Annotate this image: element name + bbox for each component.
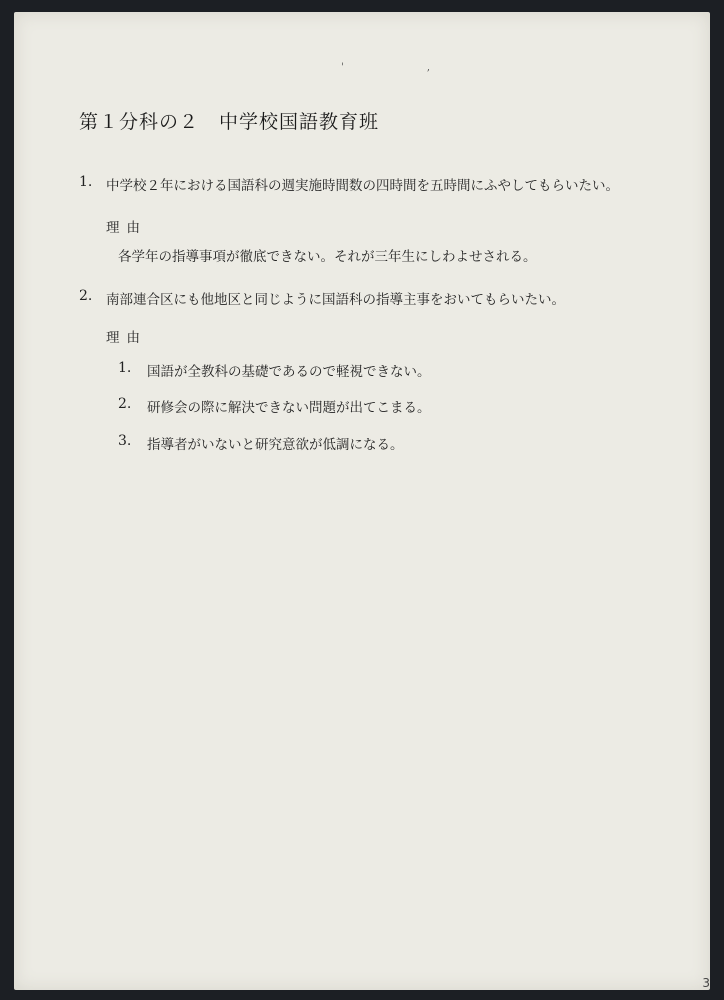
document-title: 第１分科の２ 中学校国語教育班 xyxy=(79,111,380,133)
item-1-reason-label: 理由 xyxy=(106,220,147,236)
top-marks: ' , xyxy=(341,62,471,73)
document-page xyxy=(14,12,710,990)
item-2-text: 南部連合区にも他地区と同じように国語科の指導主事をおいてもらいたい。 xyxy=(106,292,565,308)
item-1-text: 中学校２年における国語科の週実施時間数の四時間を五時間にふやしてもらいたい。 xyxy=(106,178,619,194)
reason-1-text: 国語が全教科の基礎であるので軽視できない。 xyxy=(147,364,431,380)
reason-3-number: 3. xyxy=(118,433,132,449)
reason-1-number: 1. xyxy=(118,360,132,376)
reason-2-number: 2. xyxy=(118,396,132,412)
item-2-reason-label: 理由 xyxy=(106,330,147,346)
reason-2-text: 研修会の際に解決できない問題が出てこまる。 xyxy=(147,400,431,416)
page-number: 3 xyxy=(702,976,710,990)
item-2-number: 2. xyxy=(79,288,93,304)
item-1-number: 1. xyxy=(79,174,93,190)
item-1-reason-text: 各学年の指導事項が徹底できない。それが三年生にしわよせされる。 xyxy=(118,249,537,265)
reason-3-text: 指導者がいないと研究意欲が低調になる。 xyxy=(147,437,404,453)
